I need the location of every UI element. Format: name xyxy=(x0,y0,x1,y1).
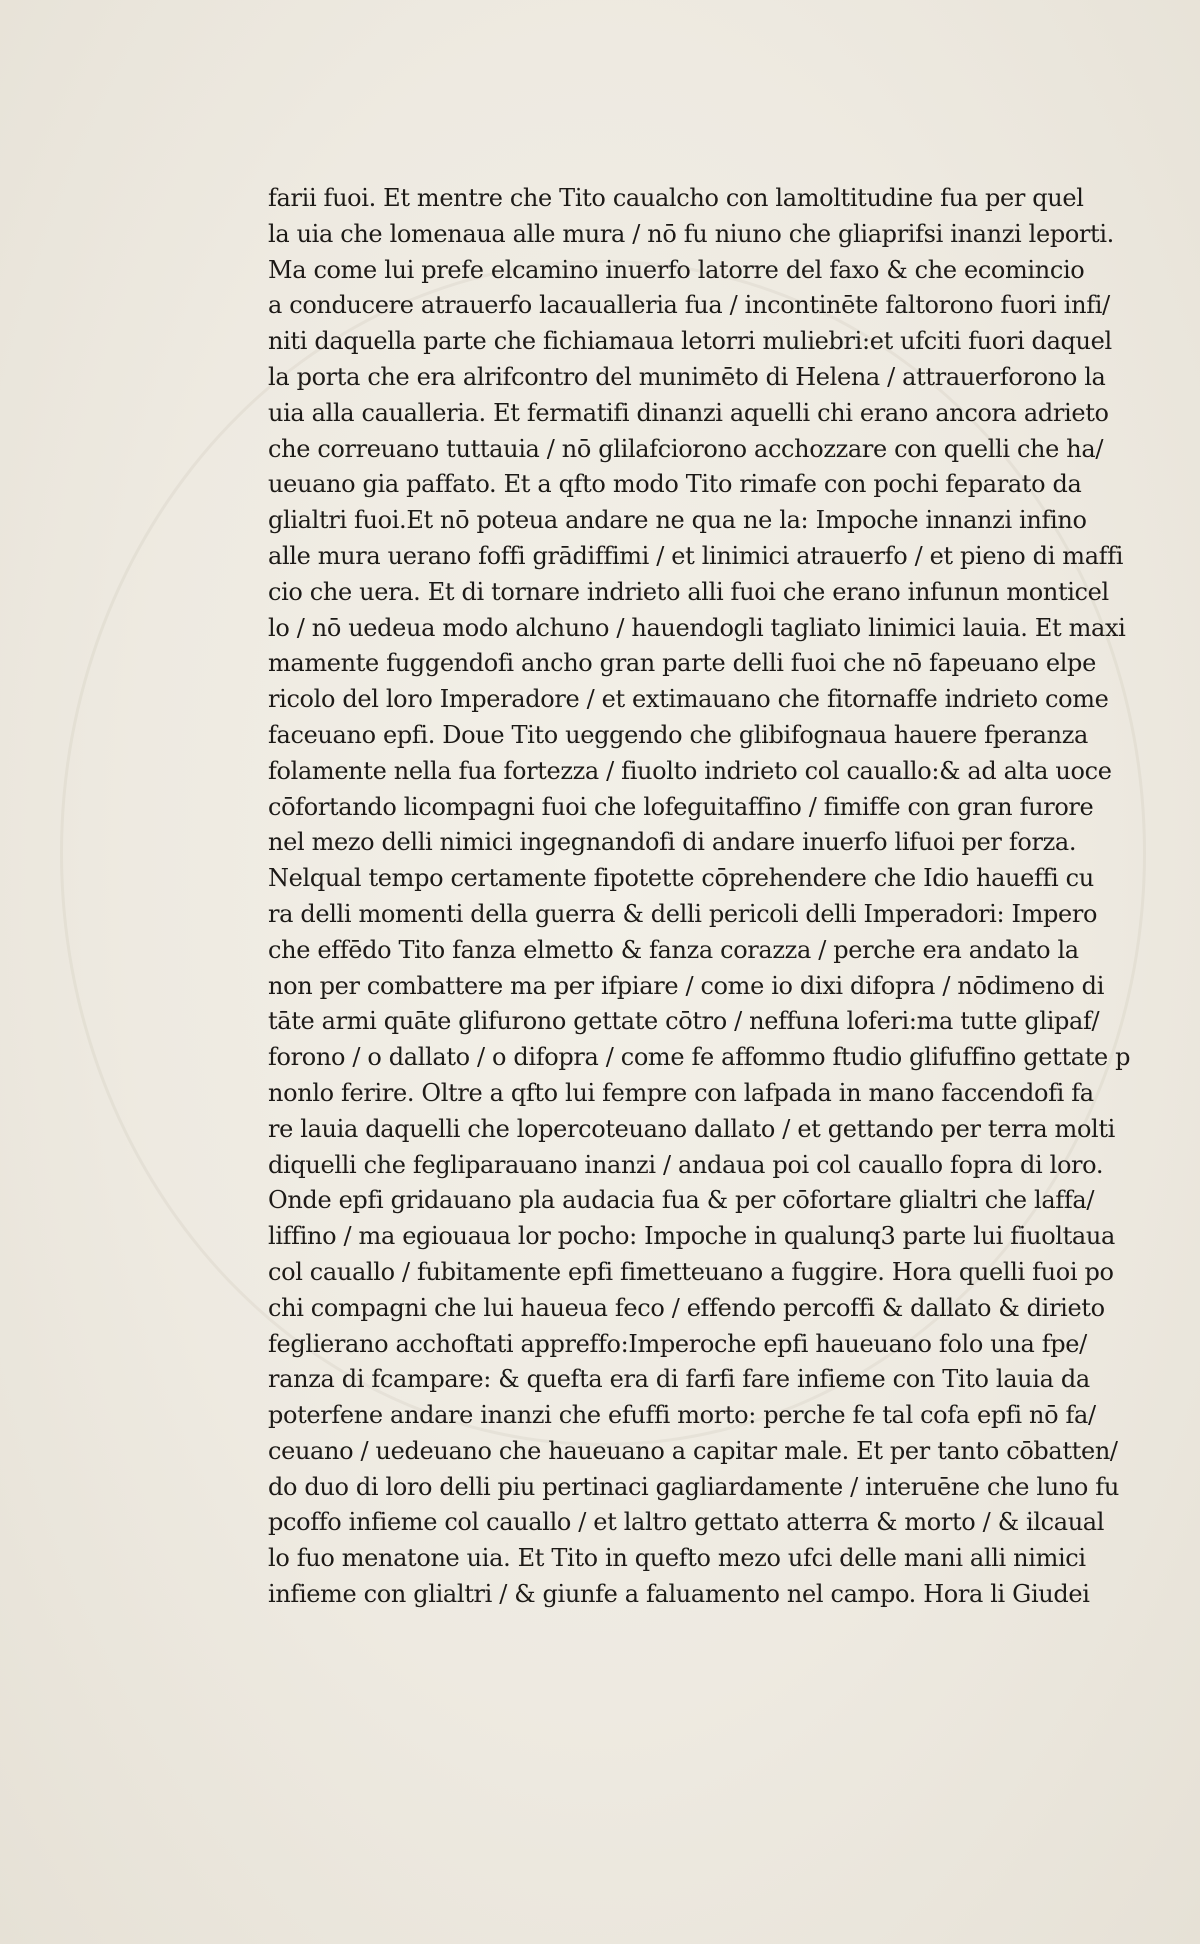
text-line: la uia che lomenaua alle mura / nō fu niuno che gliaprifsi inanzi leporti. xyxy=(268,219,1114,248)
text-line: tāte armi quāte glifurono gettate cōtro / neffuna loferi:ma tutte glipaf/ xyxy=(268,1007,1100,1036)
text-line: poterfene andare inanzi che efuffi morto: perche fe tal cofa epfi nō fa/ xyxy=(268,1401,1096,1430)
text-line: liffino / ma egiouaua lor pocho: Impoche in qualunq3 parte lui fiuoltaua xyxy=(268,1222,1115,1251)
text-line: Ma come lui prefe elcamino inuerfo latorre del faxo & che ecomincio xyxy=(268,255,1085,284)
text-line: faceuano epfi. Doue Tito ueggendo che glibifognaua hauere fperanza xyxy=(268,720,1089,749)
text-line: che correuano tuttauia / nō glilafciorono acchozzare con quelli che ha/ xyxy=(268,434,1104,463)
text-line: nonlo ferire. Oltre a qfto lui fempre con lafpada in mano faccendofi fa xyxy=(268,1078,1094,1107)
text-line: che effēdo Tito fanza elmetto & fanza corazza / perche era andato la xyxy=(268,935,1079,964)
text-line: mamente fuggendofi ancho gran parte delli fuoi che nō fapeuano elpe xyxy=(268,649,1096,678)
text-line: pcoffo infieme col cauallo / et laltro gettato atterra & morto / & ilcaual xyxy=(268,1508,1105,1537)
text-line: infieme con glialtri / & giunfe a faluamento nel campo. Hora li Giudei xyxy=(268,1580,1090,1609)
text-line: ceuano / uedeuano che haueuano a capitar male. Et per tanto cōbatten/ xyxy=(268,1436,1118,1465)
text-line: cio che uera. Et di tornare indrieto alli fuoi che erano infunun monticel xyxy=(268,577,1109,606)
text-line: ra delli momenti della guerra & delli pericoli delli Imperadori: Impero xyxy=(268,899,1098,928)
body-text xyxy=(268,181,1148,1613)
text-line: Onde epfi gridauano pla audacia fua & per cōfortare glialtri che laffa/ xyxy=(268,1186,1095,1215)
text-line: Nelqual tempo certamente fipotette cōprehendere che Idio haueffi cu xyxy=(268,864,1094,893)
text-line: folamente nella fua fortezza / fiuolto indrieto col cauallo:& ad alta uoce xyxy=(268,756,1112,785)
text-line: non per combattere ma per ifpiare / come io dixi difopra / nōdimeno di xyxy=(268,971,1105,1000)
text-line: farii fuoi. Et mentre che Tito caualcho con lamoltitudine fua per quel xyxy=(268,184,1084,212)
text-line: cōfortando licompagni fuoi che lofeguitaffino / fimiffe con gran furore xyxy=(268,792,1094,821)
text-line: la porta che era alrifcontro del munimēto di Helena / attrauerforono la xyxy=(268,362,1106,391)
text-line: diquelli che fegliparauano inanzi / andaua poi col cauallo fopra di loro. xyxy=(268,1150,1104,1179)
text-line: forono / o dallato / o difopra / come fe affommo ftudio glifuffino gettate p xyxy=(268,1043,1131,1072)
text-line: a conducere atrauerfo lacaualleria fua / incontinēte faltorono fuori infi/ xyxy=(268,291,1110,320)
text-line: alle mura uerano foffi grādiffimi / et linimici atrauerfo / et pieno di maffi xyxy=(268,541,1124,570)
text-line: feglierano acchoftati appreffo:Imperoche epfi haueuano folo una fpe/ xyxy=(268,1329,1087,1358)
text-line: niti daquella parte che fichiamaua letorri muliebri:et ufciti fuori daquel xyxy=(268,327,1112,356)
text-line: uia alla caualleria. Et fermatifi dinanzi aquelli chi erano ancora adrieto xyxy=(268,398,1109,427)
text-line: glialtri fuoi.Et nō poteua andare ne qua ne la: Impoche innanzi infino xyxy=(268,506,1087,535)
text-line: nel mezo delli nimici ingegnandofi di andare inuerfo lifuoi per forza. xyxy=(268,828,1077,857)
text-line: ricolo del loro Imperadore / et extimauano che fitornaffe indrieto come xyxy=(268,685,1109,714)
text-line: re lauia daquelli che lopercoteuano dallato / et gettando per terra molti xyxy=(268,1114,1116,1143)
text-line: do duo di loro delli piu pertinaci gagliardamente / interuēne che luno fu xyxy=(268,1472,1119,1501)
text-line: chi compagni che lui haueua feco / effendo percoffi & dallato & dirieto xyxy=(268,1293,1105,1322)
text-line: ranza di fcampare: & quefta era di farfi fare infieme con Tito lauia da xyxy=(268,1365,1090,1394)
text-line: lo / nō uedeua modo alchuno / hauendogli tagliato linimici lauia. Et maxi xyxy=(268,613,1126,642)
text-line: lo fuo menatone uia. Et Tito in quefto mezo ufci delle mani alli nimici xyxy=(268,1544,1086,1573)
text-line: col cauallo / fubitamente epfi fimetteuano a fuggire. Hora quelli fuoi po xyxy=(268,1257,1114,1286)
text-line: ueuano gia paffato. Et a qfto modo Tito rimafe con pochi feparato da xyxy=(268,470,1082,499)
